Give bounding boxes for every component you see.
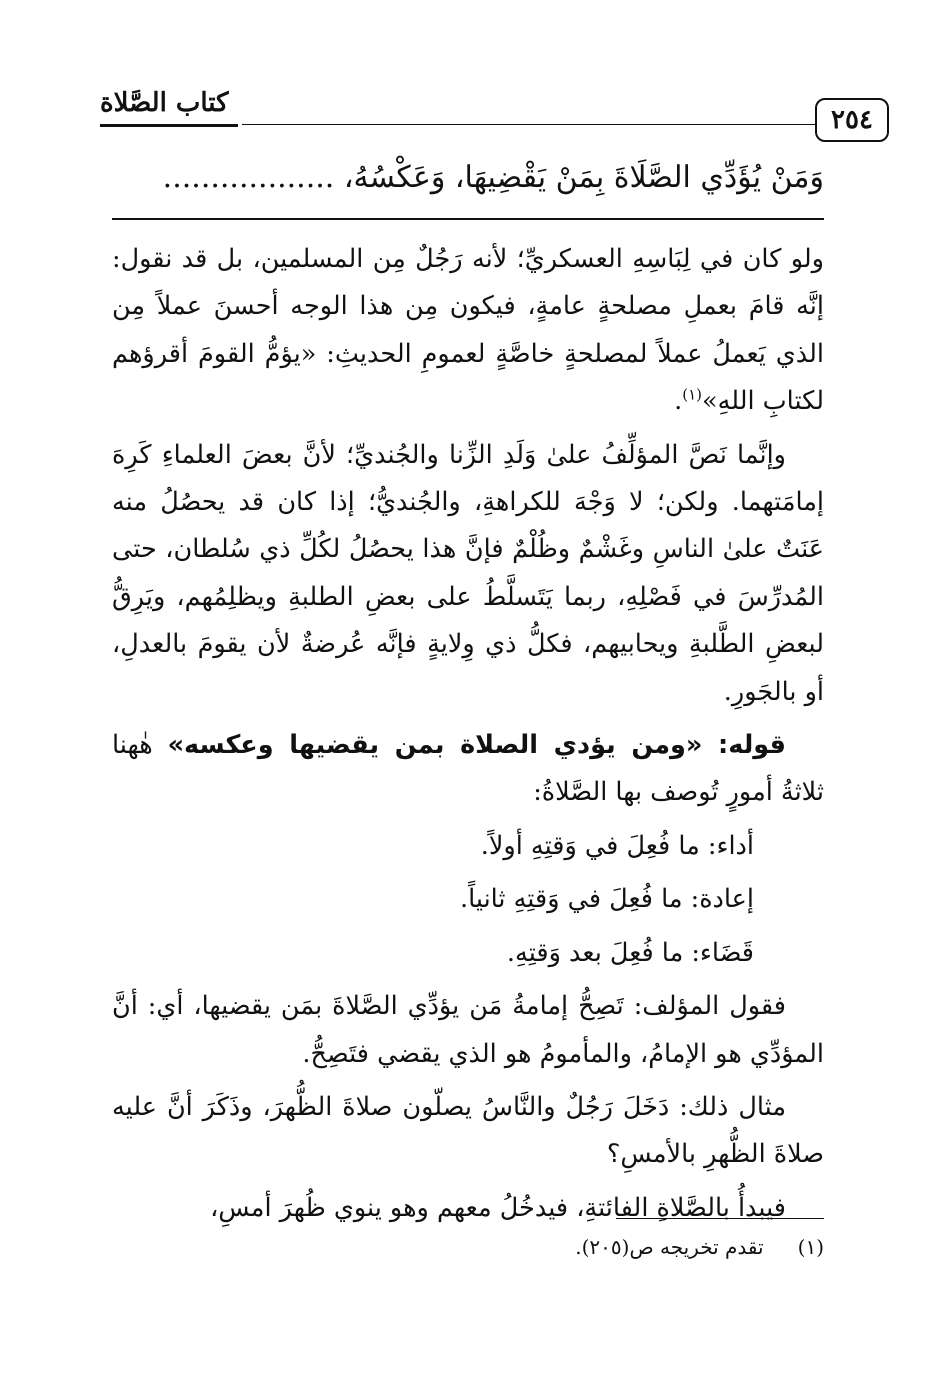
definition-iada: إعادة: ما فُعِلَ في وَقتِهِ ثانياً. (460, 884, 754, 915)
paragraph-6: فيبدأُ بالصَّلاةِ الفائتةِ، فيدخُلُ معهم وهو ينوي ظُهرَ أمسِ، (210, 1192, 786, 1223)
paragraph-1 (112, 236, 824, 426)
matn-heading: وَمَنْ يُؤَدِّي الصَّلَاةَ بِمَنْ يَقْضِيهَا، وَعَكْسُهُ، .................. (162, 160, 824, 195)
paragraph-3 (112, 722, 824, 817)
title-underline (100, 124, 238, 127)
page-number: ٢٥٤ (815, 98, 889, 142)
body-text (112, 236, 824, 1238)
paragraph-1-text: ولو كان في لِبَاسِهِ العسكريِّ؛ لأنه رَجُلٌ مِن المسلمين، بل قد نقول: إنَّه قامَ بعملِ مصلحةٍ عامةٍ، فيكون مِن هذا الوجه أحسنَ عملاً مِن الذي يَعملُ عملاً لمصلحةٍ خاصَّةٍ لعمومِ الحديثِ: «يؤمُّ القومَ أقرؤهم لكتابِ اللهِ» (112, 244, 824, 417)
paragraph-5: مثال ذلك: دَخَلَ رَجُلٌ والنَّاسُ يصلّون صلاةَ الظُّهرَ، وذَكَرَ أنَّ عليه صلاةَ الظُّهرِ بالأمسِ؟ (112, 1091, 824, 1170)
page-header (100, 78, 873, 138)
footnote-divider (616, 1218, 824, 1219)
paragraph-2: وإنَّما نَصَّ المؤلِّفُ علىٰ وَلَدِ الزِّنا والجُنديِّ؛ لأنَّ بعضَ العلماءِ كَرِهَ إمامَتهما. ولكن؛ لا وَجْهَ للكراهةِ، والجُنديُّ؛ إذا كان قد يحصُلُ منه عَنَتٌ علىٰ الناسِ وغَشْمٌ وظُلْمٌ فإنَّ هذا يحصُلُ لكُلِّ ذي سُلطان، حتى المُدرِّسَ في فَصْلِهِ، ربما يَتَسلَّطُ على بعضِ الطلبةِ ويظلِمُهم، ويَرِقُّ لبعضِ الطَّلبةِ ويحابيهم، فكلُّ ذي وِلايةٍ فإنَّه عُرضةٌ لأن يقومَ بالعدلِ، أو بالجَورِ. (112, 439, 824, 707)
matn-divider (112, 218, 824, 220)
book-title: كتاب الصَّلاة (100, 88, 229, 118)
footnote (300, 1230, 824, 1264)
quote-keyword: قوله: «ومن يؤدي الصلاة بمن يقضيها وعكسه» (167, 730, 786, 761)
paragraph-1-end: . (674, 386, 683, 417)
paragraph-4: فقول المؤلف: تَصِحُّ إمامةُ مَن يؤدِّي الصَّلاةَ بمَن يقضيها، أي: أنَّ المؤدِّي هو الإمامُ، والمأمومُ هو الذي يقضي فتَصِحُّ. (112, 991, 824, 1069)
header-rule-left (242, 124, 820, 125)
footnote-ref: (١) (682, 385, 702, 404)
footnote-number: (١) (797, 1235, 824, 1259)
paragraph-3-text: هٰهنا ثلاثةُ أمورٍ تُوصف بها الصَّلاةُ: (112, 730, 824, 808)
footnote-text: تقدم تخريجه ص(٢٠٥). (575, 1235, 764, 1259)
definition-ada: أداء: ما فُعِلَ في وَقتِهِ أولاً. (480, 830, 754, 861)
definition-qada: قَضَاء: ما فُعِلَ بعد وَقتِهِ. (506, 937, 754, 968)
